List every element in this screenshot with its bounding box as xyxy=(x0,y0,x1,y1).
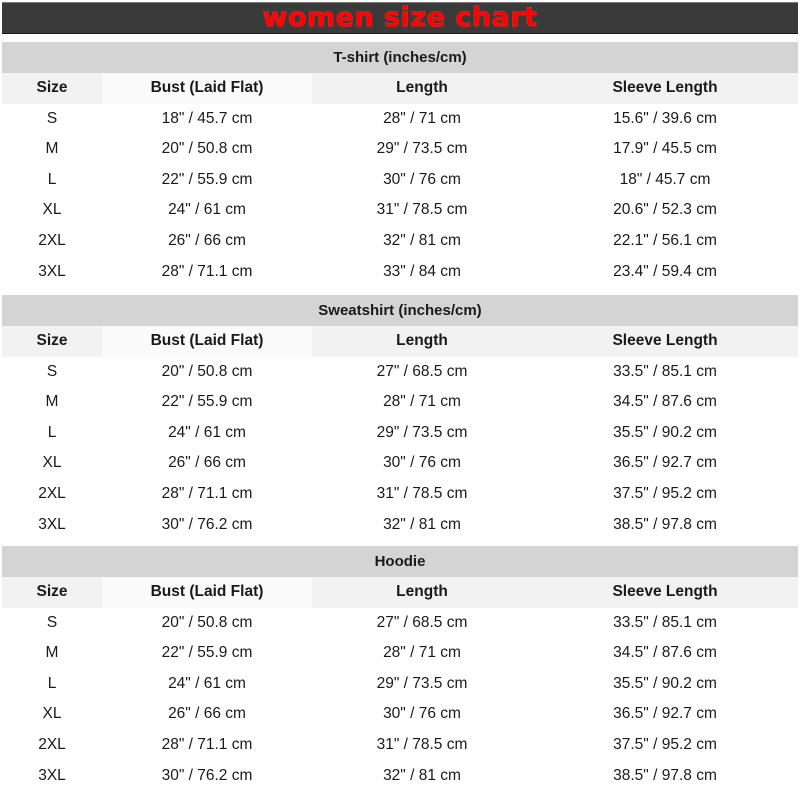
cell-sleeve-length: 35.5" / 90.2 cm xyxy=(613,674,717,692)
table-row xyxy=(2,195,798,226)
section-sweatshirt xyxy=(2,295,798,540)
section-title: T-shirt (inches/cm) xyxy=(2,42,798,73)
cell-bust: 20" / 50.8 cm xyxy=(161,613,253,631)
cell-length: 27" / 68.5 cm xyxy=(376,362,468,380)
cell-length: 28" / 71 cm xyxy=(383,109,461,127)
cell-size: M xyxy=(45,393,59,411)
cell-size: L xyxy=(47,170,57,188)
cell-length: 29" / 73.5 cm xyxy=(376,674,468,692)
table-row xyxy=(2,226,798,257)
cell-size: XL xyxy=(42,454,62,472)
table-row xyxy=(2,165,798,196)
table-row xyxy=(2,448,798,479)
cell-length: 28" / 71 cm xyxy=(383,393,461,411)
cell-size: S xyxy=(46,109,58,127)
cell-size: 2XL xyxy=(38,735,66,753)
table-row xyxy=(2,104,798,135)
cell-sleeve-length: 38.5" / 97.8 cm xyxy=(613,515,717,533)
table-row xyxy=(2,418,798,449)
cell-size: M xyxy=(45,644,59,662)
cell-sleeve-length: 34.5" / 87.6 cm xyxy=(613,393,717,411)
cell-size: 3XL xyxy=(38,515,66,533)
cell-length: 30" / 76 cm xyxy=(383,170,461,188)
cell-sleeve-length: 18" / 45.7 cm xyxy=(619,170,711,188)
cell-bust: 18" / 45.7 cm xyxy=(161,109,253,127)
table-row xyxy=(2,608,798,639)
cell-size: L xyxy=(47,423,57,441)
column-header-length: Length xyxy=(396,79,448,96)
column-header-sleeve-length: Sleeve Length xyxy=(612,79,718,96)
section-tshirt xyxy=(2,42,798,287)
cell-size: 3XL xyxy=(38,262,66,280)
cell-bust: 28" / 71.1 cm xyxy=(161,735,253,753)
cell-length: 31" / 78.5 cm xyxy=(376,484,468,502)
cell-bust: 22" / 55.9 cm xyxy=(161,644,253,662)
table-row xyxy=(2,669,798,700)
table-row xyxy=(2,387,798,418)
cell-size: XL xyxy=(42,705,62,723)
cell-sleeve-length: 37.5" / 95.2 cm xyxy=(613,735,717,753)
cell-size: XL xyxy=(42,201,62,219)
cell-length: 32" / 81 cm xyxy=(383,231,461,249)
column-header-row xyxy=(2,73,798,104)
cell-sleeve-length: 17.9" / 45.5 cm xyxy=(613,140,717,158)
column-header-size: Size xyxy=(2,326,102,357)
cell-bust: 26" / 66 cm xyxy=(168,705,246,723)
column-header-sleeve-length: Sleeve Length xyxy=(612,332,718,349)
cell-bust: 24" / 61 cm xyxy=(168,423,246,441)
cell-size: M xyxy=(45,140,59,158)
cell-length: 32" / 81 cm xyxy=(383,766,461,784)
cell-length: 29" / 73.5 cm xyxy=(376,423,468,441)
column-header-sleeve-length: Sleeve Length xyxy=(612,583,718,600)
table-row xyxy=(2,134,798,165)
cell-sleeve-length: 36.5" / 92.7 cm xyxy=(613,705,717,723)
column-header-row xyxy=(2,577,798,608)
cell-size: S xyxy=(46,362,58,380)
column-header-bust: Bust (Laid Flat) xyxy=(102,577,312,608)
table-row xyxy=(2,357,798,388)
cell-bust: 20" / 50.8 cm xyxy=(161,140,253,158)
table-row xyxy=(2,730,798,761)
cell-sleeve-length: 20.6" / 52.3 cm xyxy=(613,201,717,219)
section-hoodie xyxy=(2,546,798,791)
table-row xyxy=(2,761,798,792)
title-banner xyxy=(2,2,798,34)
column-header-bust: Bust (Laid Flat) xyxy=(102,326,312,357)
cell-bust: 22" / 55.9 cm xyxy=(161,393,253,411)
cell-sleeve-length: 33.5" / 85.1 cm xyxy=(613,362,717,380)
cell-size: S xyxy=(46,613,58,631)
cell-size: 2XL xyxy=(38,484,66,502)
cell-bust: 24" / 61 cm xyxy=(168,201,246,219)
cell-length: 33" / 84 cm xyxy=(383,262,461,280)
table-row xyxy=(2,257,798,288)
cell-length: 29" / 73.5 cm xyxy=(376,140,468,158)
cell-length: 28" / 71 cm xyxy=(383,644,461,662)
column-header-size: Size xyxy=(2,73,102,104)
cell-bust: 30" / 76.2 cm xyxy=(161,766,253,784)
cell-bust: 22" / 55.9 cm xyxy=(161,170,253,188)
column-header-length: Length xyxy=(396,332,448,349)
table-row xyxy=(2,510,798,541)
cell-size: 2XL xyxy=(38,231,66,249)
cell-size: L xyxy=(47,674,57,692)
column-header-row xyxy=(2,326,798,357)
cell-sleeve-length: 34.5" / 87.6 cm xyxy=(613,644,717,662)
cell-length: 31" / 78.5 cm xyxy=(376,201,468,219)
cell-bust: 24" / 61 cm xyxy=(168,674,246,692)
cell-length: 30" / 76 cm xyxy=(383,705,461,723)
column-header-size: Size xyxy=(2,577,102,608)
cell-length: 32" / 81 cm xyxy=(383,515,461,533)
cell-bust: 28" / 71.1 cm xyxy=(161,484,253,502)
cell-sleeve-length: 15.6" / 39.6 cm xyxy=(613,109,717,127)
section-title: Sweatshirt (inches/cm) xyxy=(2,295,798,326)
table-row xyxy=(2,638,798,669)
cell-bust: 30" / 76.2 cm xyxy=(161,515,253,533)
cell-length: 27" / 68.5 cm xyxy=(376,613,468,631)
cell-size: 3XL xyxy=(38,766,66,784)
cell-sleeve-length: 37.5" / 95.2 cm xyxy=(613,484,717,502)
cell-length: 30" / 76 cm xyxy=(383,454,461,472)
table-row xyxy=(2,699,798,730)
table-row xyxy=(2,479,798,510)
section-title: Hoodie xyxy=(2,546,798,577)
cell-bust: 26" / 66 cm xyxy=(168,454,246,472)
cell-sleeve-length: 23.4" / 59.4 cm xyxy=(613,262,717,280)
cell-length: 31" / 78.5 cm xyxy=(376,735,468,753)
cell-sleeve-length: 36.5" / 92.7 cm xyxy=(613,454,717,472)
cell-bust: 26" / 66 cm xyxy=(168,231,246,249)
cell-bust: 20" / 50.8 cm xyxy=(161,362,253,380)
column-header-length: Length xyxy=(396,583,448,600)
cell-sleeve-length: 22.1" / 56.1 cm xyxy=(613,231,717,249)
column-header-bust: Bust (Laid Flat) xyxy=(102,73,312,104)
cell-sleeve-length: 38.5" / 97.8 cm xyxy=(613,766,717,784)
cell-bust: 28" / 71.1 cm xyxy=(161,262,253,280)
cell-sleeve-length: 33.5" / 85.1 cm xyxy=(613,613,717,631)
cell-sleeve-length: 35.5" / 90.2 cm xyxy=(613,423,717,441)
page-title: women size chart xyxy=(262,2,538,33)
